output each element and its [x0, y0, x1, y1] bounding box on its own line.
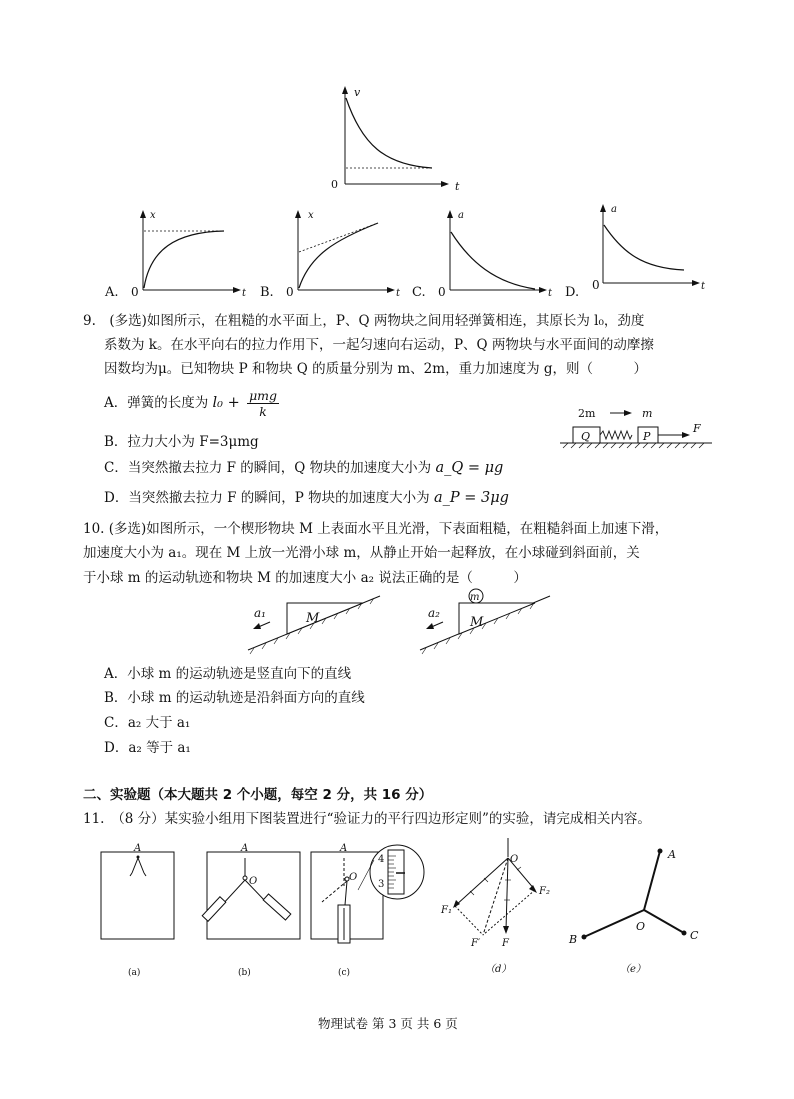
q8-c-letter: C. [412, 285, 426, 300]
q10-option-d[interactable]: D．a₂ 等于 a₁ [104, 740, 191, 756]
q10-fig1-a1: a₁ [254, 606, 266, 620]
q9-block-p: P [643, 430, 651, 443]
q8-top-y-label: v [354, 86, 361, 99]
q11-d-fprime: F′ [471, 938, 481, 949]
q11-e-point-a: A [668, 848, 676, 861]
page-footer: 物理试卷 第 3 页 共 6 页 [318, 1016, 458, 1031]
q8-c-x-label: t [548, 288, 553, 299]
q11-c-point-a: A [340, 843, 348, 854]
q8-d-letter: D. [565, 285, 580, 300]
q10-fig2-m-label: M [470, 615, 484, 630]
q8-top-origin: 0 [331, 178, 338, 191]
q9-stem-line3: 因数均为μ。已知物块 P 和物块 Q 的质量分别为 m、2m，重力加速度为 g，则（ ） [104, 361, 648, 377]
q11-e-point-b: B [569, 933, 578, 946]
q8-d-origin: 0 [592, 278, 600, 292]
q11-d-f1: F₁ [441, 905, 452, 916]
q11-e-caption: （e） [620, 964, 646, 975]
q8-c-y-label: a [458, 210, 464, 221]
q8-d-x-label: t [701, 281, 706, 292]
q10-fig2-ball-m: m [470, 592, 480, 603]
q11-d-caption: （d） [485, 964, 512, 975]
q11-e-point-o: O [636, 920, 646, 933]
q8-top-x-label: t [455, 180, 460, 193]
q8-a-origin: 0 [131, 285, 139, 299]
q9-option-a-math: l₀ + [212, 395, 240, 411]
q10-stem-line2: 加速度大小为 a₁。现在 M 上放一光滑小球 m，从静止开始一起释放，在小球碰到斜面前，关 [83, 545, 640, 561]
q9-option-d-math: a_P = 3μg [433, 490, 509, 506]
q10-option-c[interactable]: C．a₂ 大于 a₁ [104, 715, 191, 731]
q9-option-a-denominator: k [259, 404, 267, 419]
q11-b-point-a: A [241, 843, 249, 854]
q10-option-b[interactable]: B．小球 m 的运动轨迹是沿斜面方向的直线 [104, 690, 365, 706]
q8-a-y-label: x [150, 210, 156, 221]
q8-a-letter: A. [105, 285, 119, 300]
q11-b-knot-o: O [249, 876, 258, 887]
q9-option-b[interactable]: B．拉力大小为 F=3μmg [104, 434, 259, 450]
q11-c-caption: (c) [338, 968, 351, 978]
q9-option-c-text: C．当突然撤去拉力 F 的瞬间，Q 物块的加速度大小为 [104, 460, 432, 476]
q11-stem: 11. （8 分）某实验小组用下图装置进行“验证力的平行四边形定则”的实验，请完成相关内容。 [83, 811, 651, 827]
q9-stem-line2: 系数为 k。在水平向右的拉力作用下，一起匀速向右运动，P、Q 两物块与水平面间的动摩擦 [104, 337, 654, 353]
q10-fig2-a2: a₂ [428, 606, 440, 620]
q11-d-f2: F₂ [539, 886, 550, 897]
q11-a-caption: (a) [128, 968, 141, 978]
q8-b-x-label: t [396, 288, 401, 299]
q9-force-f: F [693, 422, 701, 435]
q10-stem-line1: 10. (多选)如图所示，一个楔形物块 M 上表面水平且光滑，下表面粗糙，在粗糙斜面上加速下滑， [83, 521, 669, 537]
q8-d-y-label: a [611, 204, 617, 215]
q8-b-origin: 0 [286, 285, 294, 299]
q8-b-y-label: x [308, 210, 314, 221]
q8-c-origin: 0 [438, 285, 446, 299]
q11-d-origin-o: O [510, 854, 519, 865]
q11-a-point-a: A [134, 843, 142, 854]
q11-c-scale-3: 3 [378, 879, 385, 890]
q9-block-q: Q [581, 430, 591, 443]
q8-a-x-label: t [242, 288, 247, 299]
q11-d-f: F [502, 938, 509, 949]
q9-option-a-text: A．弹簧的长度为 [104, 395, 209, 411]
q9-mass-2m: 2m [578, 407, 596, 420]
q9-mass-m: m [642, 407, 653, 420]
section2-title: 二、实验题（本大题共 2 个小题，每空 2 分，共 16 分） [83, 787, 433, 803]
q9-option-a-numerator: μmg [249, 388, 278, 403]
q10-fig1-m-label: M [306, 611, 320, 626]
q11-c-scale-4: 4 [378, 854, 385, 865]
q11-c-knot-o: O [349, 872, 358, 883]
q8-b-letter: B. [260, 285, 274, 300]
q9-option-c-math: a_Q = μg [435, 460, 504, 476]
q10-stem-line3: 于小球 m 的运动轨迹和物块 M 的加速度大小 a₂ 说法正确的是（ ） [83, 570, 527, 586]
q9-option-d-text: D．当突然撤去拉力 F 的瞬间，P 物块的加速度大小为 [104, 490, 430, 506]
q11-e-point-c: C [690, 929, 699, 942]
q10-option-a[interactable]: A．小球 m 的运动轨迹是竖直向下的直线 [104, 666, 352, 682]
q11-b-caption: (b) [238, 968, 251, 978]
q9-stem-line1: 9. (多选)如图所示，在粗糙的水平面上，P、Q 两物块之间用轻弹簧相连，其原长为 l₀，劲度 [83, 313, 645, 329]
